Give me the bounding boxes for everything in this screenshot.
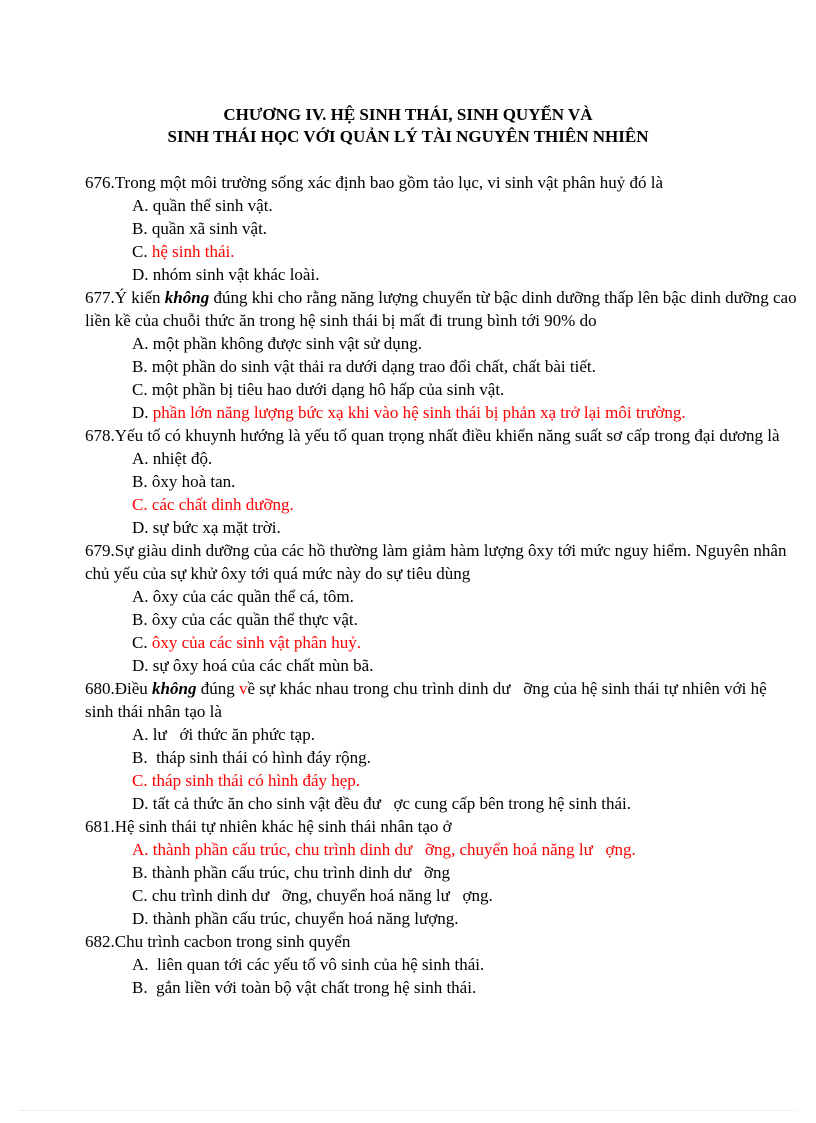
page-bottom-divider (20, 1110, 796, 1111)
question-677-pre: 677.Ý kiến (85, 288, 165, 307)
option-679-c-answer: ôxy của các sinh vật phân huỷ. (151, 633, 361, 652)
option-678-a: A. nhiệt độ. (132, 449, 213, 468)
option-679-b: B. ôxy của các quần thể thực vật. (132, 610, 358, 629)
question-680-pre: 680.Điều (85, 679, 153, 698)
option-678-d: D. sự bức xạ mặt trời. (132, 518, 281, 537)
option-680-b: B. tháp sinh thái có hình đáy rộng. (132, 748, 371, 767)
option-681-a: A. thành phần cấu trúc, chu trình dinh dư ỡng, chuyển hoá năng lư ợng. (132, 840, 636, 859)
option-682-b: B. gắn liền với toàn bộ vật chất trong hệ sinh thái. (132, 978, 477, 997)
option-676-b: B. quần xã sinh vật. (132, 219, 268, 238)
chapter-title-line-2: SINH THÁI HỌC VỚI QUẢN LÝ TÀI NGUYÊN THIÊN NHIÊN (167, 127, 649, 146)
option-677-b: B. một phần do sinh vật thải ra dưới dạng trao đổi chất, chất bài tiết. (132, 357, 596, 376)
option-677-d (85, 401, 797, 424)
option-681-c: C. chu trình dinh dư ỡng, chuyển hoá năng lư ợng. (132, 886, 493, 905)
question-680-post: ề sự khác nhau trong chu trình dinh dư ỡng của hệ sinh thái tự nhiên với hệ sinh thái nhân tạo là (85, 679, 771, 721)
question-676: 676.Trong một môi trường sống xác định bao gồm tảo lục, vi sinh vật phân huỷ đó là (85, 173, 664, 192)
option-681-d: D. thành phần cấu trúc, chuyển hoá năng lượng. (132, 909, 459, 928)
question-682: 682.Chu trình cacbon trong sinh quyển (85, 932, 351, 951)
question-677-keyword: không (164, 288, 210, 307)
option-676-c-prefix: C. (132, 242, 152, 261)
question-680 (85, 677, 797, 723)
option-676-c (85, 240, 797, 263)
option-676-c-answer: hệ sinh thái. (151, 242, 235, 261)
option-680-a: A. lư ới thức ăn phức tạp. (132, 725, 315, 744)
question-680-mid: đúng (196, 679, 239, 698)
option-682-a: A. liên quan tới các yếu tố vô sinh của hệ sinh thái. (132, 955, 485, 974)
question-678: 678.Yếu tố có khuynh hướng là yếu tố quan trọng nhất điều khiển năng suất sơ cấp trong đại dương là (85, 426, 780, 445)
question-677 (85, 286, 797, 332)
option-680-c: C. tháp sinh thái có hình đáy hẹp. (132, 771, 361, 790)
option-677-d-answer: phần lớn năng lượng bức xạ khi vào hệ sinh thái bị phản xạ trở lại môi trường. (152, 403, 686, 422)
option-678-b: B. ôxy hoà tan. (132, 472, 236, 491)
option-677-c: C. một phần bị tiêu hao dưới dạng hô hấp của sinh vật. (132, 380, 505, 399)
option-679-d: D. sự ôxy hoá của các chất mùn bã. (132, 656, 374, 675)
question-list (85, 171, 797, 999)
question-677-post: đúng khi cho rằng năng lượng chuyển từ bậc dinh dưỡng thấp lên bậc dinh dưỡng cao liền kề của chuỗi thức ăn trong hệ sinh thái bị mất đi trung bình tới 90% do (85, 288, 797, 330)
option-677-d-prefix: D. (132, 403, 153, 422)
option-679-c-prefix: C. (132, 633, 152, 652)
option-680-d: D. tất cả thức ăn cho sinh vật đều đư ợc cung cấp bên trong hệ sinh thái. (132, 794, 632, 813)
option-676-a: A. quần thể sinh vật. (132, 196, 273, 215)
option-679-a: A. ôxy của các quần thể cá, tôm. (132, 587, 354, 606)
option-681-b: B. thành phần cấu trúc, chu trình dinh dư ỡng (132, 863, 451, 882)
option-679-c (85, 631, 797, 654)
chapter-title-line-1: CHƯƠNG IV. HỆ SINH THÁI, SINH QUYỂN VÀ (223, 105, 593, 124)
question-679: 679.Sự giàu dinh dưỡng của các hồ thường làm giảm hàm lượng ôxy tới mức nguy hiểm. Nguyên nhân chủ yếu của sự khử ôxy tới quá mức này do sự tiêu dùng (85, 541, 787, 583)
option-678-c: C. các chất dinh dưỡng. (132, 495, 294, 514)
question-680-red-letter: v (238, 679, 248, 698)
option-677-a: A. một phần không được sinh vật sử dụng. (132, 334, 422, 353)
question-680-keyword: không (152, 679, 197, 698)
option-676-d: D. nhóm sinh vật khác loài. (132, 265, 320, 284)
question-681: 681.Hệ sinh thái tự nhiên khác hệ sinh thái nhân tạo ở (85, 817, 452, 836)
